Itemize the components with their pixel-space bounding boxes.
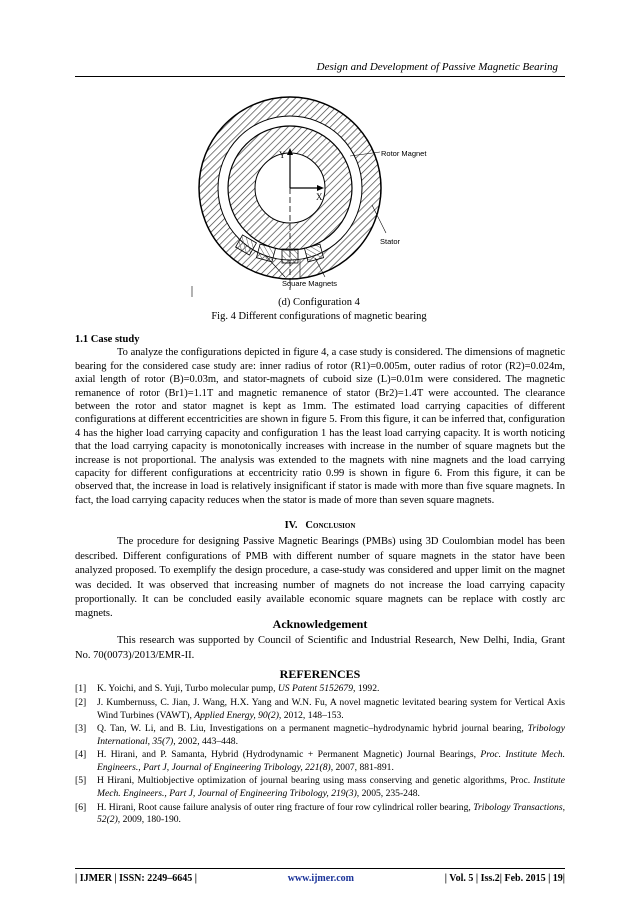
reference-number: [1] (75, 683, 87, 695)
footer-rule (75, 868, 565, 869)
reference-authors-title: H Hirani, Multiobjective optimization of journal bearing using mass conserving and genetic algorithms, Proc. (97, 775, 534, 787)
x-axis-label: X (316, 192, 323, 202)
reference-authors-title: Q. Tan, W. Li, and B. Liu, Investigations on a permanent magnetic–hydrodynamic hybrid journal bearing, (97, 723, 528, 735)
conclusion-numeral: IV. (284, 520, 298, 531)
reference-source: Tribology Transactions, 52(2), (97, 801, 565, 825)
reference-details: 2005, 235-248. (359, 787, 420, 799)
reference-authors-title: H. Hirani, and P. Samanta, Hybrid (Hydrodynamic + Permanent Magnetic) Journal Bearings, (97, 749, 481, 761)
reference-text (97, 802, 565, 827)
reference-details: 2007, 881-891. (333, 761, 394, 773)
reference-source: US Patent 5152679 (277, 683, 354, 695)
reference-number: [6] (75, 801, 87, 813)
reference-details: , 1992. (353, 683, 380, 695)
reference-item (75, 683, 565, 695)
case-study-section (75, 333, 565, 507)
reference-number: [3] (75, 723, 87, 735)
y-axis-label: Y (279, 150, 286, 160)
reference-item (75, 697, 565, 722)
conclusion-paragraph: The procedure for designing Passive Magnetic Bearings (PMBs) using 3D Coulombian model has been described. Different configurations of PMB with different number of square magnets in the stator have been analyzed proposed. To exemplify the design procedure, a case-study was considered and upper limit on the magnet was decided. It was observed that increasing number of magnets do not increase the load carrying capacity proportionally. It can be concluded easily available economic square magnets can be replace with costly arc magnets. (75, 536, 565, 620)
reference-item (75, 749, 565, 774)
reference-authors-title: K. Yoichi, and S. Yuji, Turbo molecular pump, (97, 683, 278, 695)
stator-label: Stator (380, 237, 401, 246)
reference-details: 2009, 180-190. (120, 813, 181, 825)
conclusion-title: Conclusion (305, 520, 356, 531)
rotor-magnet-label: Rotor Magnet (381, 149, 427, 158)
footer-url[interactable]: www.ijmer.com (287, 873, 354, 884)
footer-issue: | Vol. 5 | Iss.2| Feb. 2015 | 19| (444, 873, 565, 884)
reference-details: 2012, 148–153. (281, 709, 344, 721)
reference-text (97, 723, 565, 748)
reference-details: 2002, 443–448. (175, 735, 238, 747)
conclusion-heading (75, 519, 565, 532)
reference-authors-title: H. Hirani, Root cause failure analysis of outer ring fracture of four row cylindrical roller bearing, (97, 801, 474, 813)
reference-source: Applied Energy, 90(2), (194, 709, 282, 721)
reference-item (75, 723, 565, 748)
acknowledgement-heading: Acknowledgement (272, 617, 368, 631)
reference-item (75, 802, 565, 827)
case-study-heading: 1.1 Case study (75, 334, 140, 345)
reference-text (97, 749, 565, 774)
reference-authors-title: J. Kumbernuss, C. Jian, J. Wang, H.X. Yang and W.N. Fu, A novel magnetic levitated bearing system for Vertical Axis Wind Turbines (VAWT), (97, 697, 565, 721)
reference-item (75, 775, 565, 800)
acknowledgement-section (75, 618, 565, 663)
footer-journal: | IJMER | ISSN: 2249–6645 | (75, 873, 197, 884)
references-section (75, 668, 565, 828)
bearing-figure (190, 90, 435, 305)
acknowledgement-paragraph: This research was supported by Council of Scientific and Industrial Research, New Delhi, India, Grant No. 70(0073)/2013/EMR-II. (75, 635, 565, 661)
header-rule (75, 76, 565, 77)
reference-source: Proc. Institute Mech. Engineers., Part J, Journal of Engineering Tribology, 221(8), (97, 749, 566, 773)
reference-source: Institute Mech. Engineers., Part J, Journal of Engineering Tribology, 219(3), (97, 775, 565, 799)
reference-number: [4] (75, 749, 87, 761)
references-heading: REFERENCES (279, 667, 361, 681)
reference-number: [5] (75, 775, 87, 787)
reference-source: Tribology International, 35(7), (97, 723, 565, 747)
running-header: Design and Development of Passive Magnetic Bearing (316, 61, 558, 73)
page-footer (75, 873, 565, 884)
reference-number: [2] (75, 697, 87, 709)
reference-text (97, 683, 565, 695)
reference-text (97, 697, 565, 722)
figure-subcaption: (d) Configuration 4 (278, 297, 360, 308)
reference-list (75, 683, 565, 826)
conclusion-section (75, 519, 565, 622)
reference-text (97, 775, 565, 800)
case-study-paragraph: To analyze the configurations depicted in figure 4, a case study is considered. The dimensions of magnetic bearing for the considered case study are: inner radius of rotor (R1)=0.005m, outer radius of rotor (R2)=0.024m, axial length of rotor (B)=0.03m, and stator-magnets of cuboid size (L)=0.01m were considered. The magnetic remanence of rotor (Br1)=1.1T and magnetic remanence of stator (Br2)=1.4T were accounted. The clearance between the rotor and stator magnet is kept as 1mm. The estimated load carrying capacities of different configurations at different eccentricities are shown in figure 5. From this figure, it can be inferred that, configuration 4 has the higher load carrying capacity and configuration 1 has the least load carrying capacity. It is worth noticing that the load carrying capacity is monotonically increases with increase in the number of square magnets but the increase is not proportional. The analysis was extended to the magnets with nine magnets and the load carrying capacity for different configurations at eccentricity ratio 0.99 is shown in figure 6. From this figure, it can be observed that, the increase in load is relatively insignificant if stator is made with more than five square magnets. In fact, the load carrying capacity reduces when the stator is made of more than seven square magnets. (75, 347, 565, 506)
figure-caption: Fig. 4 Different configurations of magnetic bearing (211, 311, 427, 322)
square-magnets-label: Square Magnets (282, 279, 338, 288)
